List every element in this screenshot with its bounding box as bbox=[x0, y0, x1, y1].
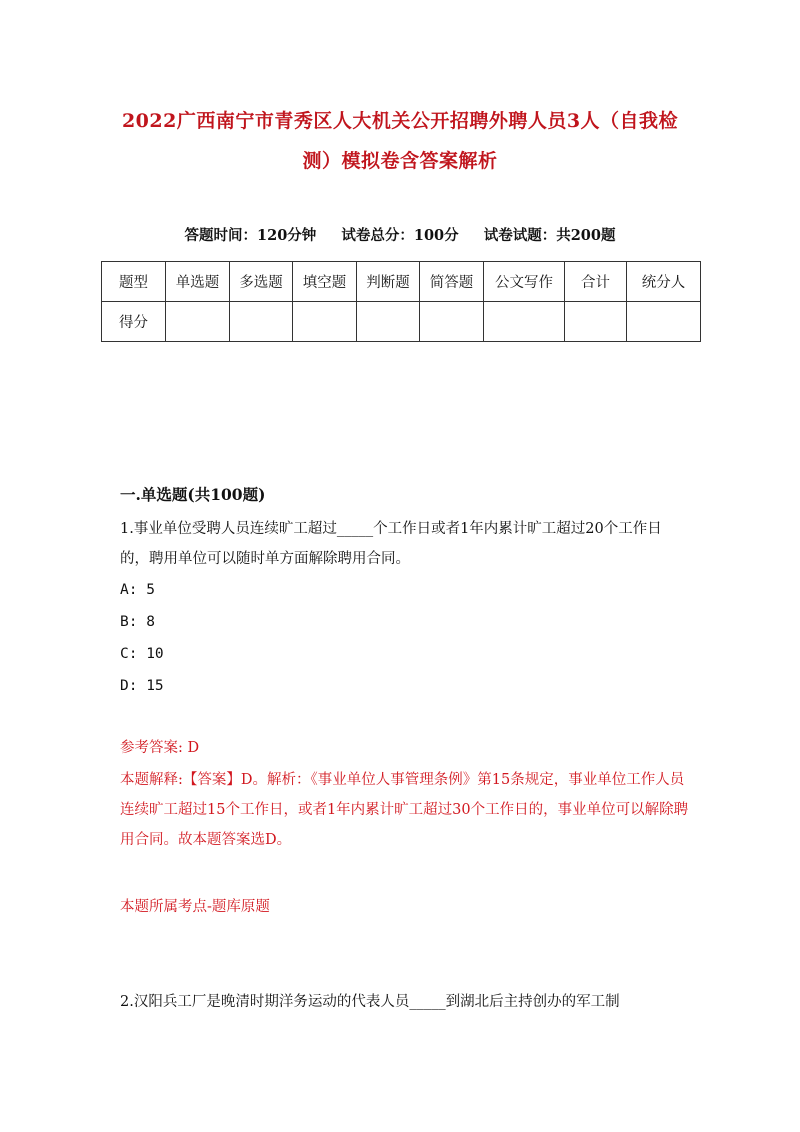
header-cell: 合计 bbox=[565, 262, 627, 302]
score-cell bbox=[166, 302, 230, 342]
header-cell: 简答题 bbox=[420, 262, 484, 302]
question-1-option-b: B: 8 bbox=[120, 614, 155, 630]
question-2-text: 2.汉阳兵工厂是晚清时期洋务运动的代表人员_____到湖北后主持创办的军工制 bbox=[120, 994, 620, 1010]
question-1-text: 1.事业单位受聘人员连续旷工超过_____个工作日或者1年内累计旷工超过20个工作日的，聘用单位可以随时单方面解除聘用合同。 bbox=[120, 521, 662, 567]
score-table bbox=[101, 261, 701, 342]
score-table-score-row bbox=[102, 302, 701, 342]
score-cell bbox=[565, 302, 627, 342]
header-cell: 多选题 bbox=[230, 262, 293, 302]
score-table-header-row bbox=[102, 262, 701, 302]
score-cell bbox=[357, 302, 420, 342]
score-cell bbox=[293, 302, 357, 342]
document-title-line-1: 2022广西南宁市青秀区人大机关公开招聘外聘人员3人（自我检 bbox=[121, 110, 679, 132]
header-cell: 填空题 bbox=[293, 262, 357, 302]
exam-time: 答题时间：120分钟 bbox=[184, 227, 317, 244]
header-cell: 单选题 bbox=[166, 262, 230, 302]
question-1-option-c: C: 10 bbox=[120, 646, 164, 662]
score-row-label: 得分 bbox=[102, 302, 166, 342]
score-cell bbox=[627, 302, 701, 342]
question-1-option-a: A: 5 bbox=[120, 582, 155, 598]
exam-total-score: 试卷总分：100分 bbox=[341, 227, 459, 244]
exam-meta bbox=[0, 224, 800, 245]
question-1-answer: 参考答案: D bbox=[120, 740, 200, 756]
header-cell: 题型 bbox=[102, 262, 166, 302]
section-heading: 一.单选题(共100题) bbox=[120, 485, 266, 504]
question-1-explanation: 本题解释:【答案】D。解析：《事业单位人事管理条例》第15条规定，事业单位工作人员连续旷工超过15个工作日，或者1年内累计旷工超过30个工作日的，事业单位可以解除聘用合同。故本题答案选D。 bbox=[120, 772, 689, 848]
header-cell: 公文写作 bbox=[484, 262, 565, 302]
question-1-source: 本题所属考点-题库原题 bbox=[120, 899, 270, 915]
document-title-line-2: 测）模拟卷含答案解析 bbox=[302, 150, 498, 172]
exam-question-count: 试卷试题：共200题 bbox=[483, 227, 616, 244]
header-cell: 判断题 bbox=[357, 262, 420, 302]
question-1-option-d: D: 15 bbox=[120, 678, 164, 694]
score-cell bbox=[230, 302, 293, 342]
header-cell: 统分人 bbox=[627, 262, 701, 302]
score-cell bbox=[420, 302, 484, 342]
score-cell bbox=[484, 302, 565, 342]
